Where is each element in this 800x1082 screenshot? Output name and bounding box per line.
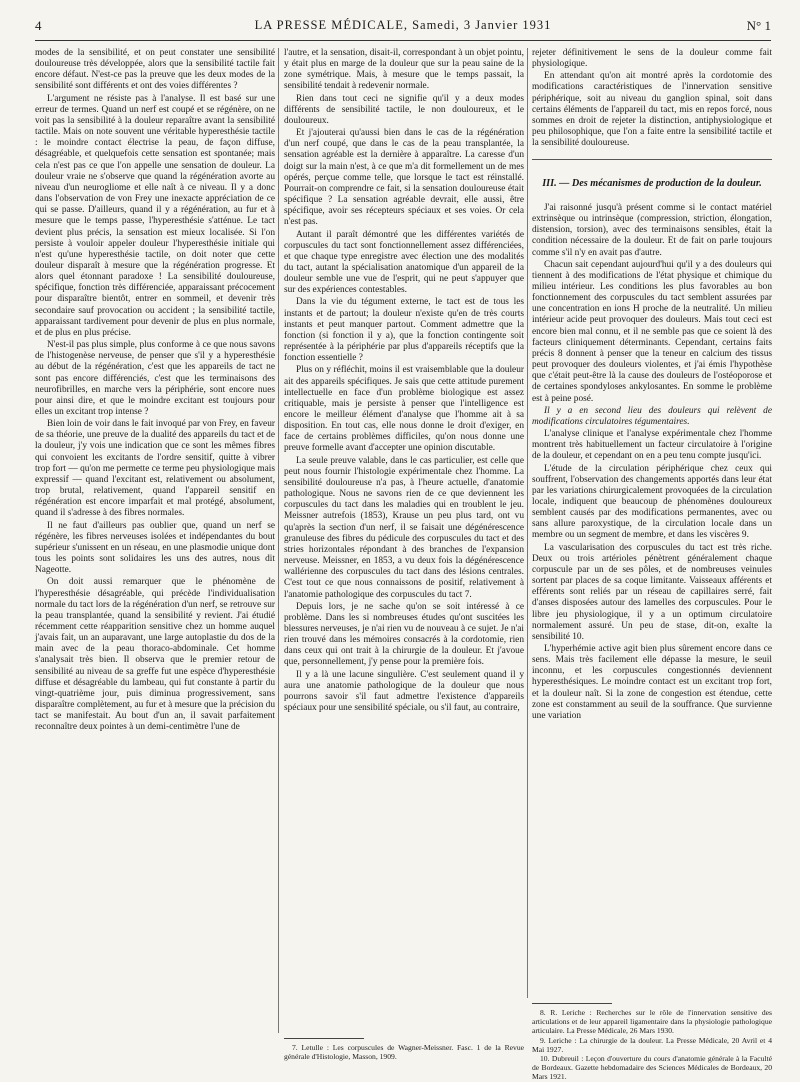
section-heading: III. — Des mécanismes de production de la douleur.	[542, 178, 762, 190]
paragraph: rejeter définitivement le sens de la douleur comme fait physiologique.	[532, 48, 772, 70]
footnote: 8. R. Leriche : Recherches sur le rôle de l'innervation sensitive des articulations et de leur appareil ligamentaire dans la physiologie pathologique articulaire. La Presse Médicale, 26 Mars 1930.	[532, 1008, 772, 1036]
paragraph: Depuis lors, je ne sache qu'on se soit intéressé à ce problème. Dans les si nombreuses études qu'ont suscitées les blessures nerveuses, je n'ai rien vu de nouveau à ce sujet. Je n'ai rien trouvé dans les mémoires consacrés à la cordotomie, rien dans ceux qui ont trait à la chirurgie de la douleur. Et j'avoue que, personnellement, j'y pense pour la première fois.	[284, 601, 524, 668]
paragraph: L'étude de la circulation périphérique chez ceux qui souffrent, l'observation des changements apportés dans leur état par les variations chirurgicalement provoquées de la circulation locale, indiquent que beaucoup de phénomènes douloureux semblent causés par des modifications permanentes, avec ou sans allure paroxystique, de la circulation locale dans un membre ou un segment de membre, et dans les viscères 9.	[532, 463, 772, 541]
paragraph: N'est-il pas plus simple, plus conforme à ce que nous savons de l'histogenèse nerveuse, de penser que s'il y a hyperesthésie au début de la régénération, c'est que les appareils de tact ne sont pas encore différenciés, c'est que les terminaisons des neurofibrilles, en marche vers la périphérie, sont encore nues pour ainsi dire, et que le moindre excitant est toujours pour elles un excitant trop intense ?	[35, 340, 275, 417]
footnote-rule	[532, 1003, 612, 1004]
paragraph: En attendant qu'on ait montré après la cordotomie des modifications caractéristiques de l'innervation sensitive périphérique, soit au niveau du ganglion spinal, soit dans certains éléments de l'appareil du tact, mis en repos forcé, nous sommes en droit de rejeter la distinction, antiphysiologique et peu philosophique, que l'on a faite entre la sensibilité tactile et la sensibilité douloureuse.	[532, 71, 772, 149]
paragraph: On doit aussi remarquer que le phénomène de l'hyperesthésie désagréable, qui précède l'individualisation normale du tact lors de la régénération d'un nerf, se retrouve sur la peau transplantée, quand la sensibilité y revient. J'ai étudié récemment cette réapparition sensitive chez un homme auquel j'avais fait, un an auparavant, une large autoplastie du dos de la main avec de la peau thoraco-abdominale. Cet homme s'analysait très bien. Il observa que le premier retour de sensibilité au niveau de sa greffe fut une espèce d'hyperesthésie diffuse et désagréable du lambeau, qui fut constante à partir du vingt-quatrième jour, puis diminua progressivement, sans disparaître complètement, au fur et à mesure que la précision du tact se manifestait. Au bout d'un an, il savait parfaitement reconnaître deux pointes à un demi-centimètre l'une de	[35, 577, 275, 733]
paragraph: Bien loin de voir dans le fait invoqué par von Frey, en faveur de sa théorie, une preuve de la dualité des appareils du tact et de la douleur, j'y vois une indication que ce sont les mêmes fibres qui convoient les excitants de l'ordre sensitif, quitte à vibrer trop fort — qu'on me permette ce terme peu physiologique mais expressif — quand l'excitant est, relativement ou absolument, trop brutal, relativement, quand l'appareil sensitif en régénération est encore imparfait et mal protégé, absolument, quand il s'adresse à des fibres normales.	[35, 419, 275, 519]
paragraph: Plus on y réfléchit, moins il est vraisemblable que la douleur ait des appareils spécifiques. Je sais que cette attitude purement intellectuelle en face d'un problème biologique est assez critiquable, mais je persiste à penser que l'intelligence est encore le meilleur élément d'analyse que l'homme ait à sa disposition. En tout cas, elle nous donne le droit d'exiger, en face de certains problèmes difficiles, qu'on nous donne une preuve formelle avant d'accepter une opinion discutable.	[284, 365, 524, 454]
paragraph: La seule preuve valable, dans le cas particulier, est celle que peut nous fournir l'histologie expérimentale chez l'homme. La sensibilité douloureuse n'a pas, à l'heure actuelle, d'anatomie pathologique. Nous ne savons rien de ce que deviennent les corpuscules du tact dans les maladies qui en troublent le jeu. Meissner autrefois (1853), Krause un peu plus tard, ont vu qu'après la section d'un nerf, il se faisait une dégénérescence granuleuse des fibres du pédicule des corpuscules du tact et des stries horizontales répondant à des branches de l'expansion nerveuse. Meissner, en 1853, a vu deux fois la dégénérescence wallérienne des corpuscules du tact dans des lésions centrales. C'est tout ce que nous connaissons de positif, relativement à l'anatomie pathologique des corpuscules du tact 7.	[284, 455, 524, 600]
issue-number: N° 1	[746, 18, 771, 33]
paragraph: Il y a en second lieu des douleurs qui relèvent de modifications circulatoires tégumentaires.	[532, 405, 772, 427]
paragraph: Autant il paraît démontré que les différentes variétés de corpuscules du tact sont fonctionnellement assez différenciées, et que chaque type enregistre avec élection une des modalités du tact, autant la spécialisation anatomique d'un appareil de la douleur semble une vue de l'esprit, qui ne peut s'appuyer que sur des expériences contestables.	[284, 229, 524, 296]
paragraph: L'argument ne résiste pas à l'analyse. Il est basé sur une erreur de termes. Quand un nerf est coupé et se régénère, on ne voit pas la sensibilité à la douleur reparaître avant la sensibilité tactile. Mais on note souvent une véritable hyperesthésie tactile : le moindre contact électrise la peau, de façon diffuse, désagréable, et quelquefois cette sensation est spontanée; mais cela n'est pas ce que l'on appelle une sensation de douleur. La douleur vraie ne s'observe que quand la régénération avorte au niveau d'un neurogliome et elle naît à ce niveau. Il y a donc dans l'observation de von Frey une inexacte appréciation de ce qui se passe. D'ailleurs, quand il y a régénération, au fur et à mesure que le temps passe, l'hyperesthésie s'atténue. Le tact devient plus précis, la sensation est mieux localisée. Si l'on persiste à vouloir appeler douleur l'hyperesthésie initiale qui n'est qu'une hyperesthésie tactile, on doit noter que cette douleur disparaît à mesure que la régénération progresse. Et alors quel étonnant paradoxe ! La sensibilité douloureuse, spécifique, fonction très différenciée, apparaissant précocement pour disparaître bientôt, entrer en sommeil, et devenir très secondaire sauf provocation ou accident ; la sensibilité tactile, apparaissant tardivement pour devenir de plus en plus normale, et de plus en plus précise.	[35, 93, 275, 338]
paragraph: modes de la sensibilité, et on peut constater une sensibilité douloureuse très développée, alors que la sensibilité tactile fait encore défaut. N'est-ce pas la preuve que les deux modes de la sensibilité sont différents et ont des voies différentes ?	[35, 48, 275, 92]
column-1	[35, 48, 275, 734]
paragraph: Rien dans tout ceci ne signifie qu'il y a deux modes différents de sensibilité tactile, le non douloureux, et le douloureux.	[284, 93, 524, 126]
paragraph: Il y a là une lacune singulière. C'est seulement quand il y aura une anatomie pathologique de la douleur que nous pourrons savoir s'il faut admettre l'existence d'appareils spéciaux pour une sensibilité spéciale, ou s'il faut, au contraire,	[284, 669, 524, 714]
footnotes-column-3	[532, 1008, 772, 1082]
column-rule-2	[527, 48, 528, 998]
footnotes-column-2	[284, 1043, 524, 1061]
paragraph: J'ai raisonné jusqu'à présent comme si le contact matériel extrinsèque ou intrinsèque (compression, striction, élongation, distension, torsion), avec des terminaisons sensibles, était la condition nécessaire de la douleur. Et de fait on parle toujours comme s'il n'y en avait pas d'autre.	[532, 202, 772, 258]
column-3	[532, 48, 772, 722]
footnote: 10. Dubreuil : Leçon d'ouverture du cours d'anatomie générale à la Faculté de Bordeaux. Gazette hebdomadaire des Sciences Médicales de Bordeaux, 20 Mars 1921.	[532, 1054, 772, 1082]
paragraph: Il ne faut d'ailleurs pas oublier que, quand un nerf se régénère, les fibres nerveuses isolées et indépendantes du bout supérieur s'unissent en un réseau, en une plasmodie unique dont tous les points sont solidaires les uns des autres, nous dit Nageotte.	[35, 520, 275, 576]
footnote-rule	[284, 1038, 364, 1039]
page-number: 4	[35, 18, 42, 33]
column-rule-1	[278, 48, 279, 1033]
journal-title: LA PRESSE MÉDICALE, Samedi, 3 Janvier 1931	[254, 18, 552, 32]
footnote: 9. Leriche : La chirurgie de la douleur. La Presse Médicale, 20 Avril et 4 Mai 1927.	[532, 1035, 772, 1054]
paragraph: L'analyse clinique et l'analyse expérimentale chez l'homme montrent très habituellement un facteur circulatoire à l'origine de la douleur, et cependant on en a peu tenu compte jusqu'ici.	[532, 429, 772, 462]
paragraph: Et j'ajouterai qu'aussi bien dans le cas de la régénération d'un nerf coupé, que dans le cas de la peau transplantée, la sensation agréable est la dernière à apparaître. La caresse d'un doigt sur la main n'est, à ce que m'a dit formellement un de mes opérés, perçue comme telle, que lorsque le tact est réinstallé. Pourrait-on comprendre ce fait, si la sensation douloureuse était spécifique ? La sensation agréable devrait, elle aussi, être spécifique, avoir ses récepteurs spéciaux et ses voies. Or cela n'est pas.	[284, 128, 524, 228]
column-2	[284, 48, 524, 1048]
section-divider	[532, 159, 772, 160]
paragraph: Chacun sait cependant aujourd'hui qu'il y a des douleurs qui tiennent à des modifications de l'état physique et chimique du milieu intérieur. Les conditions les plus favorables au bon fonctionnement des corpuscules du tact semblent assurées par une concentration en ions H proche de la neutralité. Un milieu intérieur acide peut provoquer des douleurs. Mais tout ceci est encore bien mal connu, et il ne semble pas que ce soient là des facteurs cliniquement déterminants. Cependant, certains faits précis 8 donnent à penser que la teneur en calcium des tissus peut provoquer des douleurs violentes, et j'ai émis l'hypothèse que c'était peut-être là la cause des douleurs de l'ostéoporose et de certaines spondyloses ankylosantes. En somme le problème est à peine posé.	[532, 259, 772, 404]
footnote: 7. Letulle : Les corpuscules de Wagner-Meissner. Fasc. 1 de la Revue générale d'Histologie, Masson, 1909.	[284, 1043, 524, 1062]
paragraph: l'autre, et la sensation, disait-il, correspondant à un objet pointu, y était plus en marge de la douleur que sur la peau saine de la zone symétrique. Mais, à mesure que le temps passait, la sensibilité tendait à redevenir normale.	[284, 48, 524, 92]
paragraph: Dans la vie du tégument externe, le tact est de tous les instants et de partout; la douleur n'existe qu'en de très courts instants et peut manquer partout. Comment admettre que la fonction (si fonction il y a), que la fonction contingente soit représentée à la périphérie par plus d'appareils réceptifs que la fonction essentielle ?	[284, 297, 524, 364]
paragraph: L'hyperhémie active agit bien plus sûrement encore dans ce sens. Mais très facilement elle dépasse la mesure, le seuil inconnu, et les corpuscules congestionnés deviennent hyperesthésiques. Le moindre contact est un excitant trop fort, et la douleur naît. Si la zone de congestion est étendue, cette zone est constamment au seuil de la souffrance. Que survienne une variation	[532, 644, 772, 721]
page-header	[35, 14, 771, 41]
paragraph: La vascularisation des corpuscules du tact est très riche. Deux ou trois artérioles pénètrent généralement chaque corpuscule par un de ses pôles, et de nombreuses veinules sortent par places de sa coque limitante. Vaisseaux afférents et efférents sont reliés par un réseau de capillaires serré, fait d'anses disposées autour des lamelles des corpuscules. Pour le libre jeu physiologique, il y a un optimum circulatoire normalement assuré. Un peu de stase, dit-on, exalte la sensibilité 10.	[532, 542, 772, 642]
